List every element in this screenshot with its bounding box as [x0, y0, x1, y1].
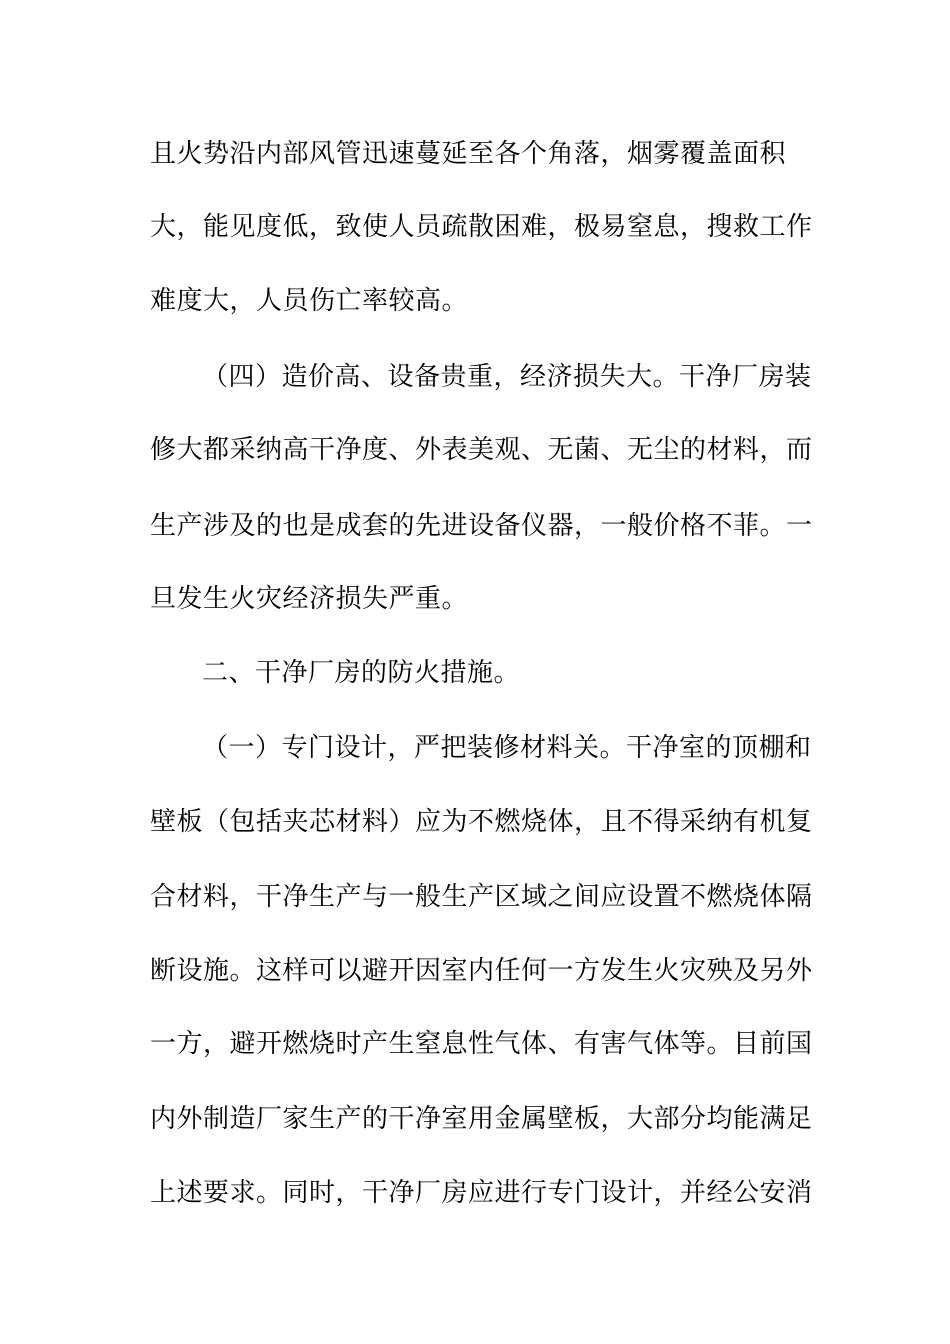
text-line: 旦发生火灾经济损失严重。 — [150, 584, 469, 614]
text-line: 生产涉及的也是成套的先进设备仪器，一般价格不菲。一 — [150, 511, 813, 541]
paragraph-heading-line: （一）专门设计，严把装修材料关。干净室的顶棚和 — [202, 733, 812, 763]
text-line: 壁板（包括夹芯材料）应为不燃烧体，且不得采纳有机复 — [150, 807, 813, 837]
text-line: 修大都采纳高干净度、外表美观、无菌、无尘的材料，而 — [150, 435, 813, 465]
text-line: 且火势沿内部风管迅速蔓延至各个角落，烟雾覆盖面积 — [150, 139, 787, 169]
section-heading: 二、干净厂房的防火措施。 — [202, 658, 521, 688]
text-line: 内外制造厂家生产的干净室用金属壁板，大部分均能满足 — [150, 1104, 813, 1134]
text-line: 合材料，干净生产与一般生产区域之间应设置不燃烧体隔 — [150, 882, 813, 912]
text-line: 一方，避开燃烧时产生窒息性气体、有害气体等。目前国 — [150, 1029, 813, 1059]
text-line: 难度大，人员伤亡率较高。 — [150, 286, 469, 316]
text-line: 大，能见度低，致使人员疏散困难，极易窒息，搜救工作 — [150, 212, 813, 242]
text-line: 上述要求。同时，干净厂房应进行专门设计，并经公安消 — [150, 1178, 813, 1208]
paragraph-heading-line: （四）造价高、设备贵重，经济损失大。干净厂房装 — [202, 362, 812, 392]
text-line: 断设施。这样可以避开因室内任何一方发生火灾殃及另外 — [150, 956, 813, 986]
